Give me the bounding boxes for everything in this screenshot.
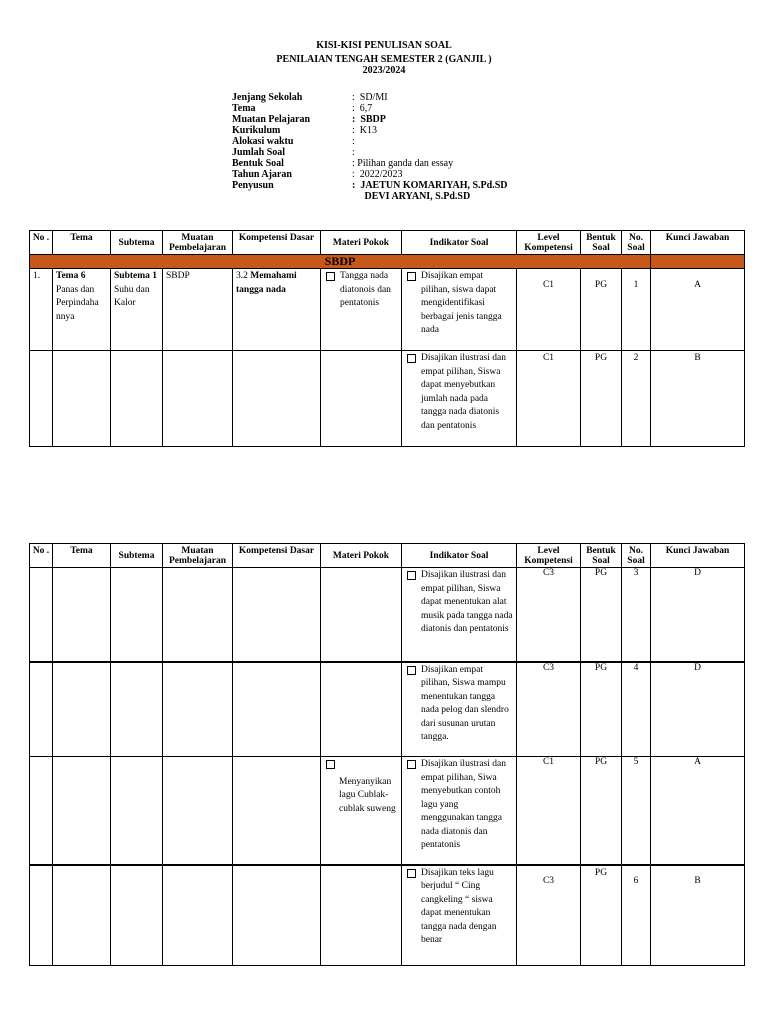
indikator-text: Disajikan empat pilihan, siswa dapat mengidentifikasi berbagai jenis tangga nada — [421, 271, 502, 335]
col-header-materi: Materi Pokok — [321, 544, 402, 568]
cell-indikator — [402, 351, 517, 447]
cell-no — [30, 865, 53, 966]
info-value: : 6,7 — [352, 103, 373, 114]
info-block — [232, 92, 507, 202]
cell-no — [30, 662, 53, 757]
col-header-subtema: Subtema — [111, 544, 163, 568]
cell-indikator — [402, 865, 517, 966]
cell-nosoal: 2 — [622, 351, 651, 447]
cell-level: C3 — [517, 662, 581, 757]
info-row — [232, 136, 507, 147]
table-row — [30, 662, 745, 757]
info-value: : SD/MI — [352, 92, 388, 103]
checkbox-icon — [407, 354, 416, 363]
info-value: : JAETUN KOMARIYAH, S.Pd.SD — [352, 180, 508, 191]
cell-muatan — [163, 757, 233, 865]
cell-kunci: A — [651, 269, 745, 351]
col-header-materi: Materi Pokok — [321, 231, 402, 255]
cell-tema — [53, 568, 111, 662]
kd-text: Memahami tangga nada — [236, 271, 297, 295]
cell-indikator — [402, 568, 517, 662]
col-header-bentuk: Bentuk Soal — [581, 544, 622, 568]
checkbox-icon — [407, 869, 416, 878]
col-header-subtema: Subtema — [111, 231, 163, 255]
indikator-text: Disajikan teks lagu berjudul “ Cing cangkeling “ siswa dapat menentukan tangga nada dengan benar — [421, 867, 497, 945]
col-header-kunci: Kunci Jawaban — [651, 544, 745, 568]
indikator-text: Disajikan ilustrasi dan empat pilihan, Siswa dapat menentukan alat musik pada tangga nada diatonis dan pentatonis — [421, 570, 513, 634]
cell-no — [30, 351, 53, 447]
subject-band-row — [30, 255, 745, 269]
checkbox-icon — [326, 760, 335, 769]
col-header-kunci: Kunci Jawaban — [651, 231, 745, 255]
col-header-nosoal: No. Soal — [622, 231, 651, 255]
cell-subtema — [111, 269, 163, 351]
cell-level: C1 — [517, 269, 581, 351]
col-header-level: Level Kompetensi — [517, 231, 581, 255]
materi-text: Menyanyikan lagu Cublak-cublak suweng — [339, 776, 396, 814]
info-row — [232, 92, 507, 103]
cell-muatan — [163, 568, 233, 662]
cell-materi — [321, 568, 402, 662]
table-header-row — [30, 544, 745, 568]
checkbox-icon — [407, 571, 416, 580]
cell-muatan — [163, 351, 233, 447]
cell-bentuk: PG — [581, 568, 622, 662]
cell-nosoal: 5 — [622, 757, 651, 865]
col-header-level: Level Kompetensi — [517, 544, 581, 568]
cell-materi — [321, 662, 402, 757]
cell-bentuk: PG — [581, 269, 622, 351]
table-row — [30, 568, 745, 662]
cell-level: C3 — [517, 865, 581, 966]
cell-kompetensi — [233, 269, 321, 351]
col-header-muatan: Muatan Pembelajaran — [163, 544, 233, 568]
col-header-tema: Tema — [53, 231, 111, 255]
kisi-table-1 — [29, 230, 745, 447]
cell-subtema — [111, 662, 163, 757]
info-value: : 2022/2023 — [352, 169, 403, 180]
cell-subtema — [111, 568, 163, 662]
col-header-no: No . — [30, 544, 53, 568]
info-value: : SBDP — [352, 114, 386, 125]
cell-tema — [53, 269, 111, 351]
info-value: : Pilihan ganda dan essay — [352, 158, 454, 169]
kd-number: 3.2 — [236, 271, 248, 281]
info-row — [232, 180, 507, 191]
indikator-text: Disajikan empat pilihan, Siswa mampu menentukan tangga nada pelog dan slendro dari susunan urutan tangga. — [421, 664, 509, 742]
cell-kunci: D — [651, 568, 745, 662]
cell-materi — [321, 351, 402, 447]
info-row — [232, 114, 507, 125]
checkbox-icon — [407, 272, 416, 281]
info-value: DEVI ARYANI, S.Pd.SD — [352, 191, 471, 202]
info-row — [232, 103, 507, 114]
col-header-kompetensi: Kompetensi Dasar — [233, 231, 321, 255]
cell-muatan — [163, 662, 233, 757]
cell-materi — [321, 269, 402, 351]
info-label: Tahun Ajaran — [232, 169, 292, 180]
cell-nosoal: 1 — [622, 269, 651, 351]
table-row — [30, 757, 745, 865]
info-label: Jenjang Sekolah — [232, 92, 303, 103]
cell-materi — [321, 865, 402, 966]
col-header-no: No . — [30, 231, 53, 255]
tema-text: Panas dan Perpindaha nnya — [56, 284, 99, 322]
col-header-indikator: Indikator Soal — [402, 544, 517, 568]
info-label: Muatan Pelajaran — [232, 114, 311, 125]
indikator-text: Disajikan ilustrasi dan empat pilihan, Siwa menyebutkan contoh lagu yang menggunakan tangga nada diatonis dan pentatonis — [421, 759, 506, 850]
cell-nosoal: 4 — [622, 662, 651, 757]
cell-kunci: D — [651, 662, 745, 757]
subject-band-cell — [651, 255, 745, 269]
checkbox-icon — [407, 666, 416, 675]
cell-level: C1 — [517, 351, 581, 447]
info-row — [232, 169, 507, 180]
info-label: Alokasi waktu — [232, 136, 294, 147]
table-row — [30, 269, 745, 351]
cell-no — [30, 568, 53, 662]
info-label: Bentuk Soal — [232, 158, 284, 169]
materi-text: Tangga nada diatonois dan pentatonis — [340, 271, 391, 308]
info-label: Penyusun — [232, 180, 274, 191]
indikator-text: Disajikan ilustrasi dan empat pilihan, Siswa dapat menyebutkan jumlah nada pada tangga nada diatonis dan pentatonis — [421, 353, 506, 431]
col-header-tema: Tema — [53, 544, 111, 568]
subject-band-label: SBDP — [30, 255, 651, 269]
cell-nosoal: 3 — [622, 568, 651, 662]
cell-indikator — [402, 662, 517, 757]
cell-kompetensi — [233, 865, 321, 966]
cell-bentuk: PG — [581, 662, 622, 757]
checkbox-icon — [407, 760, 416, 769]
cell-no — [30, 757, 53, 865]
kisi-table-2 — [29, 543, 745, 966]
col-header-bentuk: Bentuk Soal — [581, 231, 622, 255]
cell-kompetensi — [233, 568, 321, 662]
info-row — [232, 158, 507, 169]
cell-muatan — [163, 865, 233, 966]
table-row — [30, 865, 745, 966]
info-row — [232, 147, 507, 158]
col-header-nosoal: No. Soal — [622, 544, 651, 568]
cell-kunci: B — [651, 865, 745, 966]
doc-title-line2: PENILAIAN TENGAH SEMESTER 2 (GANJIL ) — [276, 54, 492, 65]
cell-no: 1. — [30, 269, 53, 351]
cell-kunci: B — [651, 351, 745, 447]
cell-subtema — [111, 351, 163, 447]
subtema-text: Suhu dan Kalor — [114, 284, 150, 308]
col-header-kompetensi: Kompetensi Dasar — [233, 544, 321, 568]
cell-kunci: A — [651, 757, 745, 865]
cell-tema — [53, 351, 111, 447]
table-row — [30, 351, 745, 447]
cell-bentuk: PG — [581, 757, 622, 865]
cell-muatan: SBDP — [163, 269, 233, 351]
tema-title: Tema 6 — [56, 271, 86, 281]
checkbox-icon — [326, 272, 335, 281]
cell-level: C1 — [517, 757, 581, 865]
cell-bentuk: PG — [581, 865, 622, 966]
info-row — [232, 191, 507, 202]
cell-tema — [53, 757, 111, 865]
info-label — [232, 191, 352, 202]
cell-indikator — [402, 269, 517, 351]
doc-title-line1: KISI-KISI PENULISAN SOAL — [316, 40, 452, 51]
info-value: : — [352, 147, 355, 158]
cell-kompetensi — [233, 662, 321, 757]
cell-nosoal: 6 — [622, 865, 651, 966]
cell-subtema — [111, 865, 163, 966]
cell-tema — [53, 662, 111, 757]
cell-kompetensi — [233, 351, 321, 447]
info-value: : — [352, 136, 355, 147]
subtema-title: Subtema 1 — [114, 271, 158, 281]
col-header-muatan: Muatan Pembelajaran — [163, 231, 233, 255]
info-label: Jumlah Soal — [232, 147, 286, 158]
doc-title-line3: 2023/2024 — [362, 65, 406, 76]
cell-tema — [53, 865, 111, 966]
cell-level: C3 — [517, 568, 581, 662]
cell-indikator — [402, 757, 517, 865]
col-header-indikator: Indikator Soal — [402, 231, 517, 255]
info-label: Kurikulum — [232, 125, 281, 136]
info-row — [232, 125, 507, 136]
table-header-row — [30, 231, 745, 255]
cell-kompetensi — [233, 757, 321, 865]
cell-bentuk: PG — [581, 351, 622, 447]
info-value: : K13 — [352, 125, 377, 136]
cell-subtema — [111, 757, 163, 865]
cell-materi — [321, 757, 402, 865]
info-label: Tema — [232, 103, 256, 114]
